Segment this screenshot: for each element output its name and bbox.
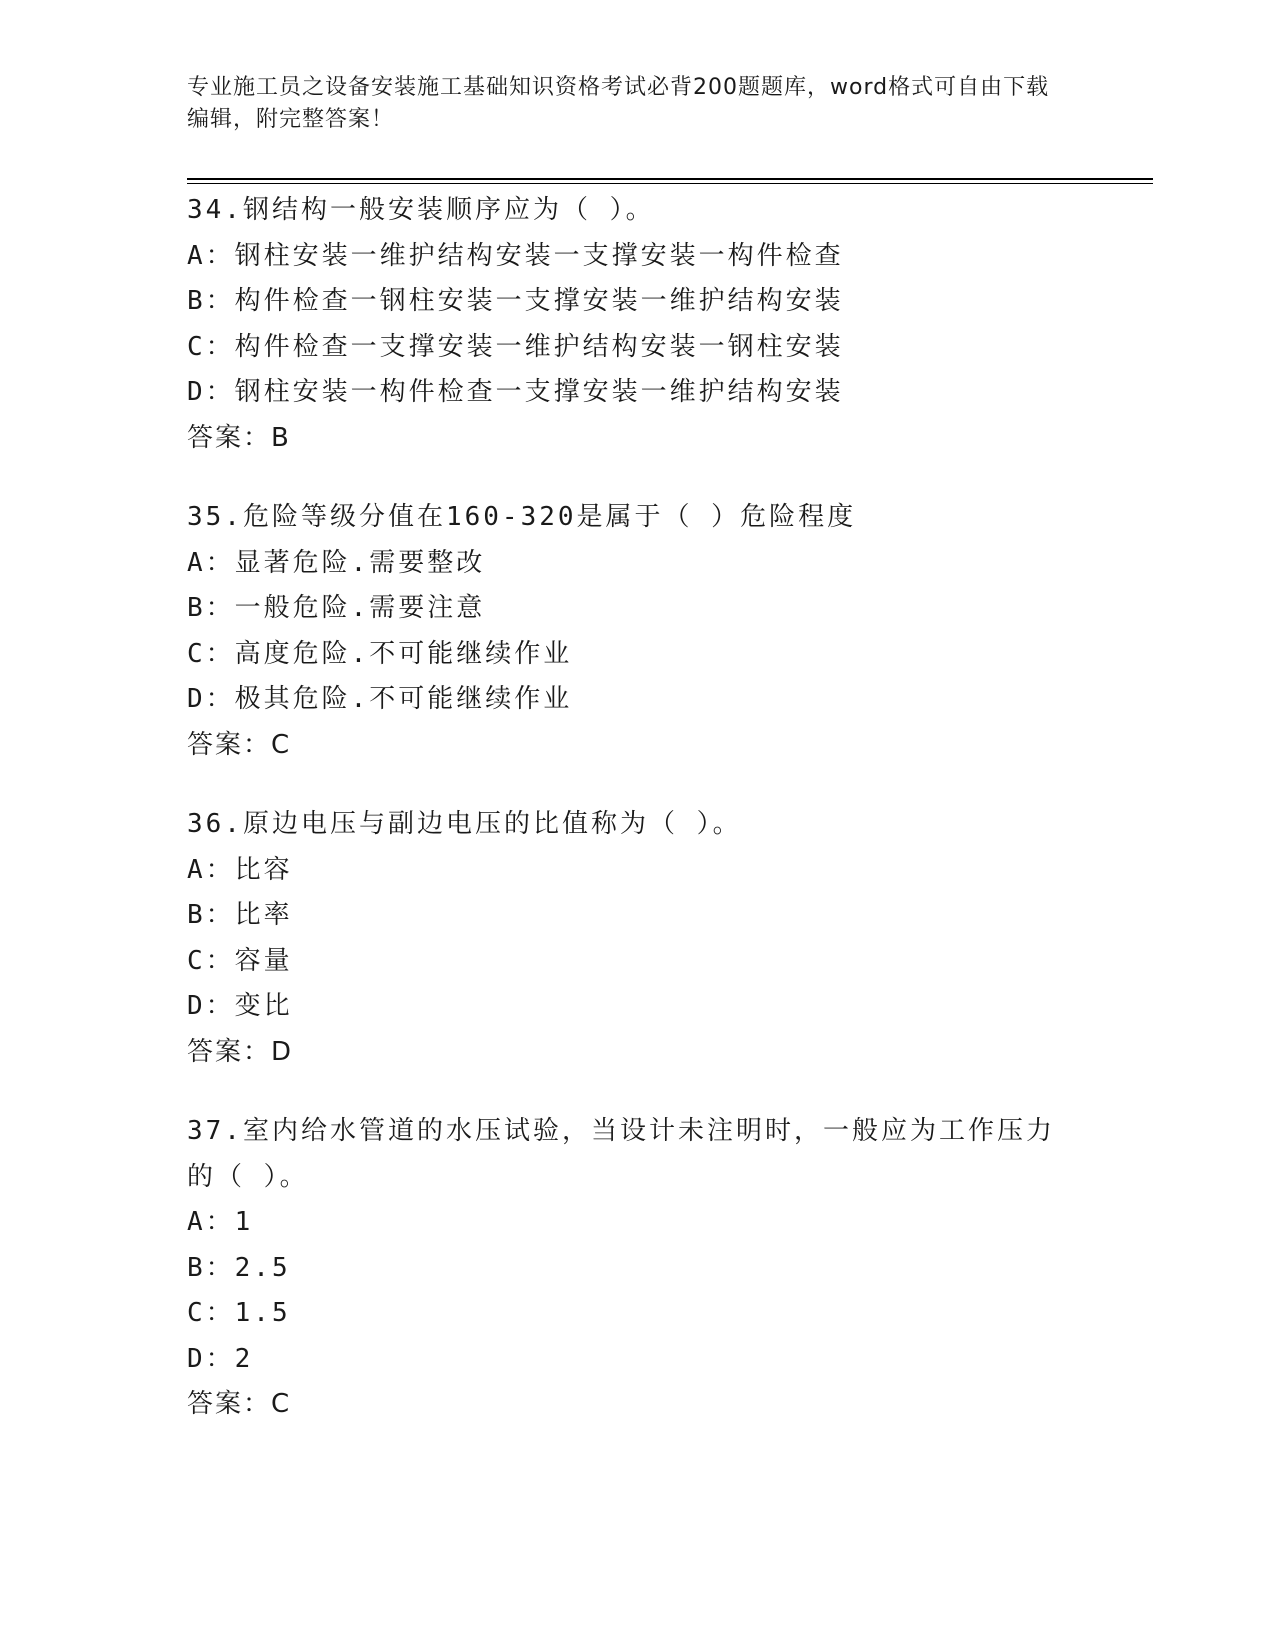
option-b: B：一般危险.需要注意 <box>187 593 486 623</box>
option-b: B：2.5 <box>187 1252 291 1283</box>
answer: 答案：D <box>187 1036 294 1067</box>
option-a: A：比容 <box>187 854 293 885</box>
option-d: D：极其危险.不可能继续作业 <box>187 684 573 714</box>
option-d: D：钢柱安装一构件检查一支撑安装一维护结构安装 <box>187 377 844 407</box>
option-d: D：2 <box>187 1343 254 1374</box>
option-c: C：高度危险.不可能继续作业 <box>187 638 573 669</box>
question-stem: 36.原边电压与副边电压的比值称为（ ）。 <box>187 809 742 839</box>
question-stem: 35.危险等级分值在160-320是属于（ ）危险程度 <box>187 502 857 532</box>
answer: 答案：B <box>187 422 291 453</box>
option-b: B：比率 <box>187 900 293 930</box>
header-divider-thin <box>187 183 1153 184</box>
question-stem: 37.室内给水管道的水压试验，当设计未注明时，一般应为工作压力的（ ）。 <box>187 1116 1055 1192</box>
question-list <box>187 188 1087 1462</box>
question-37 <box>187 1109 1087 1428</box>
option-a: A：1 <box>187 1207 254 1237</box>
option-b: B：构件检查一钢柱安装一支撑安装一维护结构安装 <box>187 286 844 316</box>
question-35 <box>187 495 1087 768</box>
header-divider-thick <box>187 178 1153 180</box>
answer: 答案：C <box>187 729 292 760</box>
document-header: 专业施工员之设备安装施工基础知识资格考试必背200题题库，word格式可自由下载编辑，附完整答案！ <box>187 75 1050 132</box>
answer: 答案：C <box>187 1389 292 1419</box>
option-c: C：1.5 <box>187 1298 291 1328</box>
option-a: A：显著危险.需要整改 <box>187 547 486 578</box>
option-a: A：钢柱安装一维护结构安装一支撑安装一构件检查 <box>187 240 844 271</box>
option-c: C：容量 <box>187 945 293 976</box>
question-34 <box>187 188 1087 461</box>
question-stem: 34.钢结构一般安装顺序应为（ ）。 <box>187 195 655 225</box>
option-c: C：构件检查一支撑安装一维护结构安装一钢柱安装 <box>187 331 844 362</box>
question-36 <box>187 802 1087 1075</box>
option-d: D：变比 <box>187 991 293 1021</box>
